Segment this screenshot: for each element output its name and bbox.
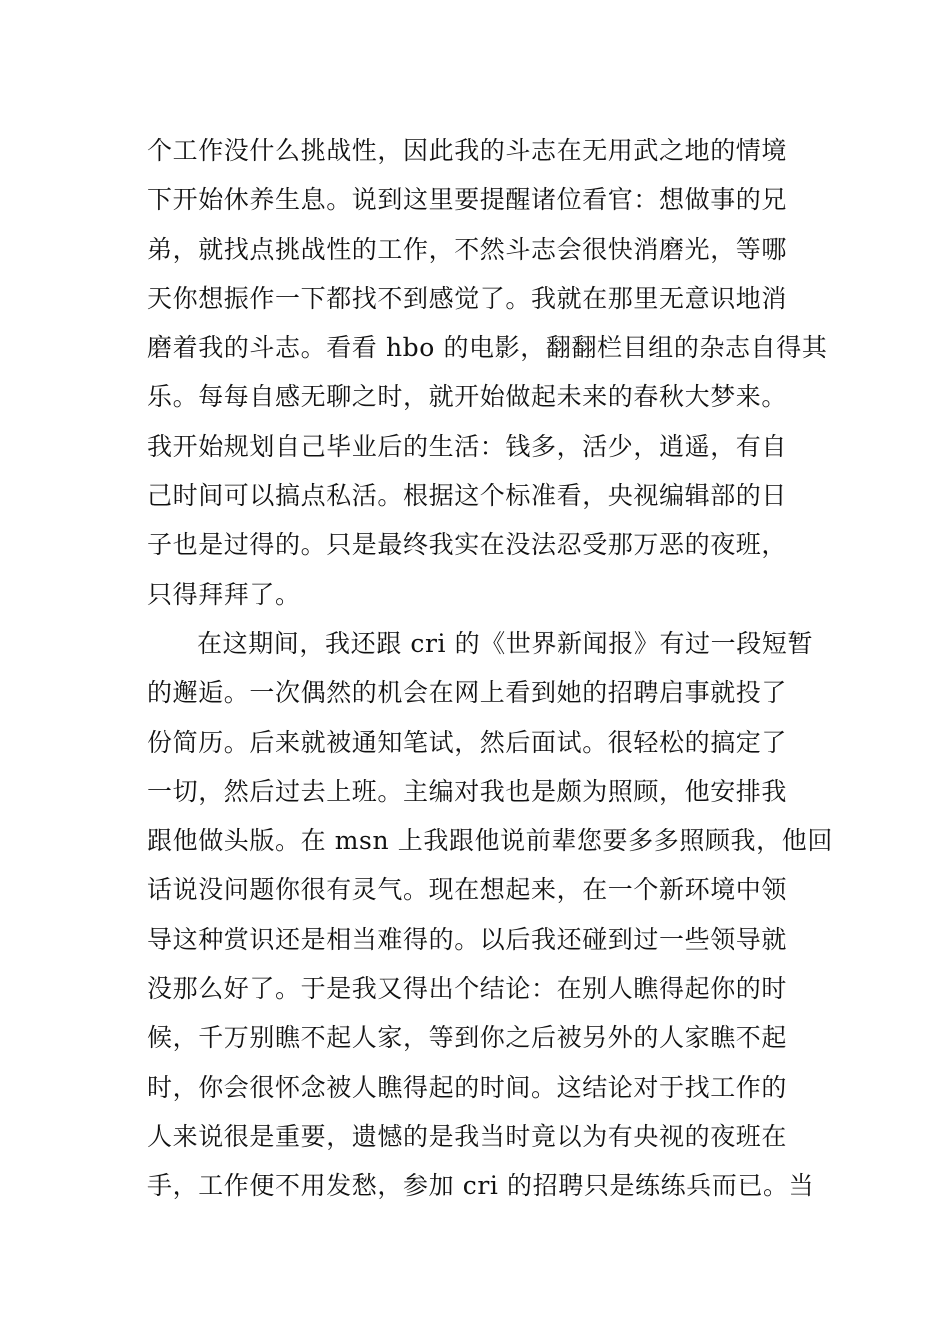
text-line: 时，你会很怀念被人瞧得起的时间。这结论对于找工作的 — [147, 1072, 788, 1102]
text-line: 弟，就找点挑战性的工作，不然斗志会很快消磨光，等哪 — [147, 234, 788, 264]
paragraph-2 — [147, 619, 833, 1211]
text-line: 人来说很是重要，遗憾的是我当时竟以为有央视的夜班在 — [147, 1121, 788, 1151]
text-line: 己时间可以搞点私活。根据这个标准看，央视编辑部的日 — [147, 481, 788, 511]
text-line: 跟他做头版。在 msn 上我跟他说前辈您要多多照顾我，他回 — [147, 826, 833, 856]
text-line-indented: 在这期间，我还跟 cri 的《世界新闻报》有过一段短暂 — [197, 628, 814, 658]
text-line: 我开始规划自己毕业后的生活：钱多，活少，逍遥，有自 — [147, 431, 788, 461]
text-line: 的邂逅。一次偶然的机会在网上看到她的招聘启事就投了 — [147, 678, 788, 708]
text-line: 候，千万别瞧不起人家，等到你之后被另外的人家瞧不起 — [147, 1023, 788, 1053]
text-line: 个工作没什么挑战性，因此我的斗志在无用武之地的情境 — [147, 136, 788, 165]
text-line: 磨着我的斗志。看看 hbo 的电影，翻翻栏目组的杂志自得其 — [147, 333, 828, 363]
text-line: 下开始休养生息。说到这里要提醒诸位看官：想做事的兄 — [147, 185, 788, 215]
text-line: 没那么好了。于是我又得出个结论：在别人瞧得起你的时 — [147, 974, 788, 1004]
text-line: 话说没问题你很有灵气。现在想起来，在一个新环境中领 — [147, 875, 788, 905]
paragraph-1 — [147, 126, 828, 619]
text-line: 份简历。后来就被通知笔试，然后面试。很轻松的搞定了 — [147, 727, 788, 757]
body-text — [147, 126, 833, 1211]
text-line: 子也是过得的。只是最终我实在没法忍受那万恶的夜班， — [147, 530, 788, 560]
text-line: 只得拜拜了。 — [147, 579, 301, 609]
text-line: 手，工作便不用发愁，参加 cri 的招聘只是练练兵而已。当 — [147, 1171, 815, 1201]
text-line: 一切，然后过去上班。主编对我也是颇为照顾，他安排我 — [147, 776, 788, 806]
text-line: 天你想振作一下都找不到感觉了。我就在那里无意识地消 — [147, 283, 788, 313]
text-line: 乐。每每自感无聊之时，就开始做起未来的春秋大梦来。 — [147, 382, 788, 412]
text-line: 导这种赏识还是相当难得的。以后我还碰到过一些领导就 — [147, 924, 788, 954]
